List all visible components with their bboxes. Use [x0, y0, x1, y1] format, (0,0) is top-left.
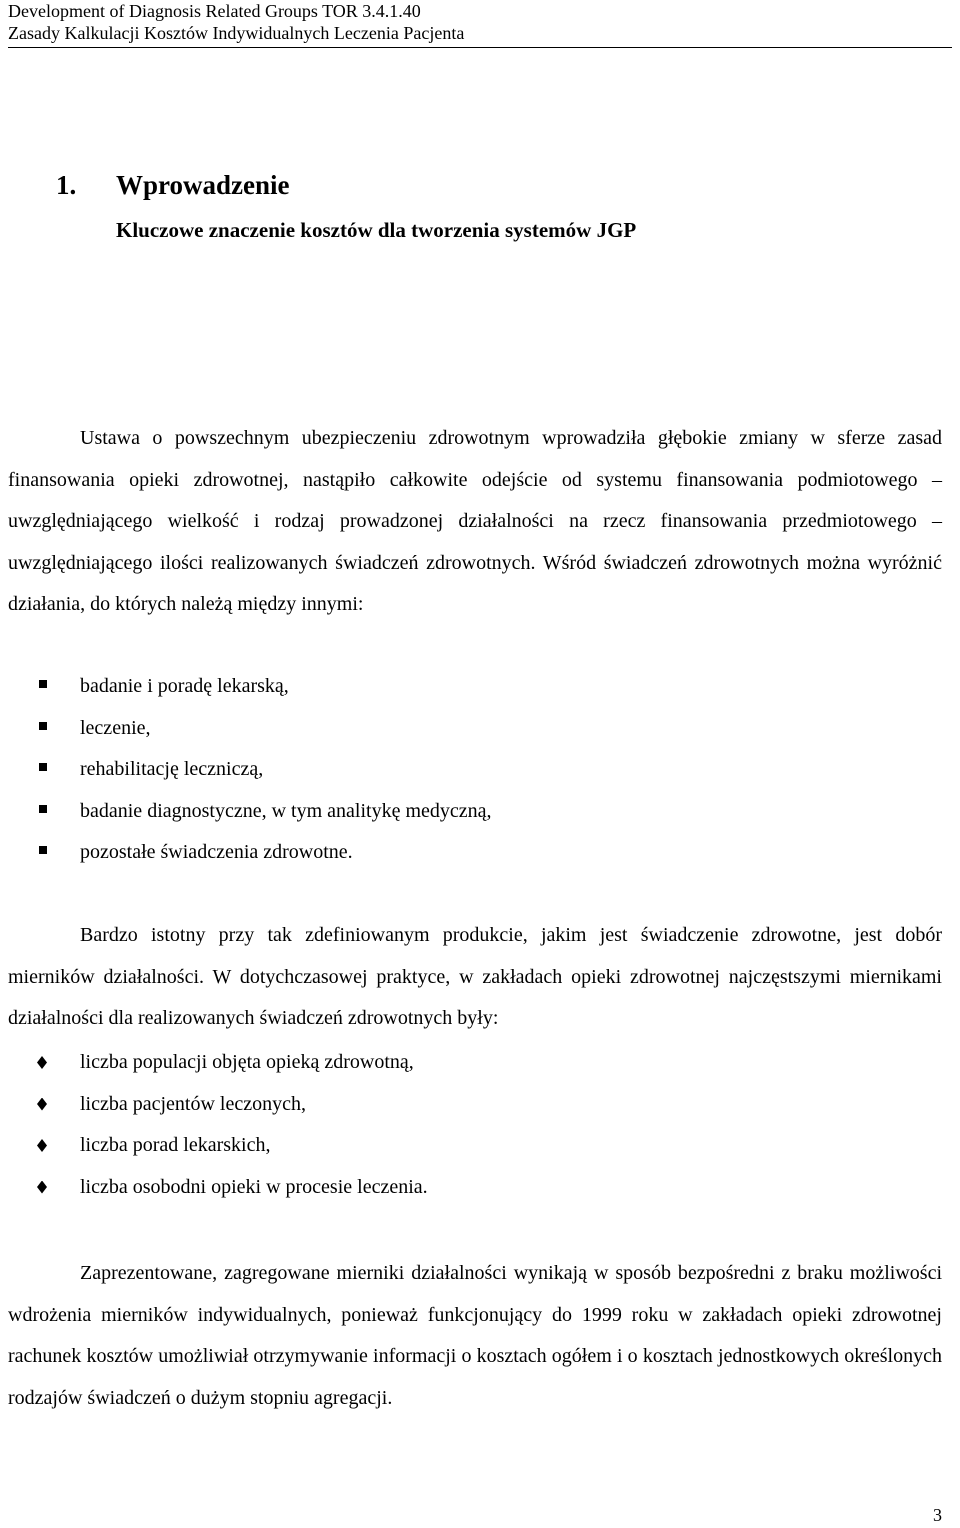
list-item: liczba porad lekarskich,: [36, 1125, 428, 1167]
paragraph-measures: Bardzo istotny przy tak zdefiniowanym produkcie, jakim jest świadczenie zdrowotne, jest dobór mierników działalności. W dotychczasowej praktyce, w zakładach opieki zdrowotnej najczęstszymi miernikami działalności dla realizowanych świadczeń zdrowotnych były:: [8, 924, 942, 1029]
page-header: [8, 0, 952, 48]
square-bullet-icon: [39, 846, 47, 854]
list-item: rehabilitację leczniczą,: [36, 749, 492, 791]
diamond-bullet-icon: [37, 1098, 47, 1111]
section-title: Wprowadzenie: [116, 170, 290, 200]
list-item: badanie i poradę lekarską,: [36, 666, 492, 708]
section-number: 1.: [56, 170, 77, 200]
list-item: liczba pacjentów leczonych,: [36, 1084, 428, 1126]
services-list: [36, 666, 492, 874]
section-subtitle: Kluczowe znaczenie kosztów dla tworzenia systemów JGP: [116, 218, 637, 242]
page-number: 3: [933, 1505, 942, 1525]
measures-list: [36, 1042, 428, 1208]
diamond-bullet-icon: [37, 1056, 47, 1069]
paragraph-intro: Ustawa o powszechnym ubezpieczeniu zdrowotnym wprowadziła głębokie zmiany w sferze zasad finansowania opieki zdrowotnej, nastąpiło całkowite odejście od systemu finansowania podmiotowego – uwzględniającego wielkość i rodzaj prowadzonej działalności na rzecz finansowania przedmiotowego – uwzględniającego ilości realizowanych świadczeń zdrowotnych. Wśród świadczeń zdrowotnych można wyróżnić działania, do których należą między innymi:: [8, 427, 942, 615]
section-heading: [56, 170, 290, 201]
square-bullet-icon: [39, 722, 47, 730]
list-item: badanie diagnostyczne, w tym analitykę medyczną,: [36, 791, 492, 833]
list-item: liczba populacji objęta opieką zdrowotną,: [36, 1042, 428, 1084]
square-bullet-icon: [39, 680, 47, 688]
square-bullet-icon: [39, 805, 47, 813]
paragraph-conclusion: Zaprezentowane, zagregowane mierniki działalności wynikają w sposób bezpośredni z braku możliwości wdrożenia mierników indywidualnych, ponieważ funkcjonujący do 1999 roku w zakładach opieki zdrowotnej rachunek kosztów umożliwiał otrzymywanie informacji o kosztach ogółem i o kosztach jednostkowych określonych rodzajów świadczeń o dużym stopniu agregacji.: [8, 1262, 942, 1409]
list-item: leczenie,: [36, 708, 492, 750]
diamond-bullet-icon: [37, 1181, 47, 1194]
square-bullet-icon: [39, 763, 47, 771]
diamond-bullet-icon: [37, 1139, 47, 1152]
header-line-1: Development of Diagnosis Related Groups TOR 3.4.1.40: [8, 1, 421, 21]
list-item: liczba osobodni opieki w procesie leczenia.: [36, 1167, 428, 1209]
header-line-2: Zasady Kalkulacji Kosztów Indywidualnych Leczenia Pacjenta: [8, 23, 465, 43]
list-item: pozostałe świadczenia zdrowotne.: [36, 832, 492, 874]
